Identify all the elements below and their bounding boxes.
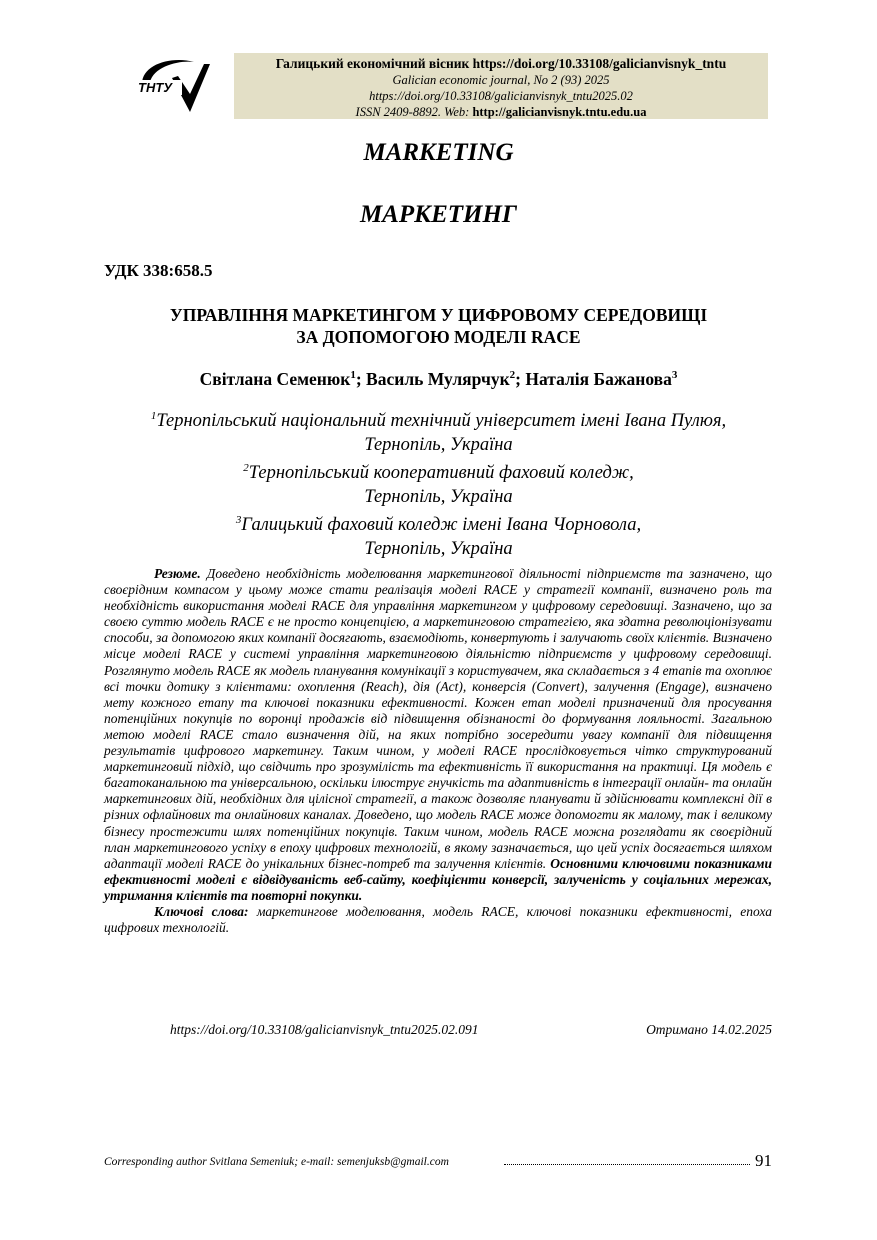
- author-name: Світлана Семенюк: [199, 369, 351, 389]
- page-number: 91: [755, 1151, 772, 1170]
- abstract-bold-text: Основними ключовими показниками ефективності моделі є відвідуваність веб-сайту, коефіцієнти конверсії, залученість у соціальних мережах, утримання клієнтів та повторні покупки.: [104, 855, 772, 903]
- logo-text: ТНТУ: [138, 80, 173, 95]
- keywords-text: маркетингове моделювання, модель RACE, ключові показники ефективності, епоха цифрових технологій.: [104, 903, 773, 936]
- article-title-line1: УПРАВЛІННЯ МАРКЕТИНГОМ У ЦИФРОВОМУ СЕРЕДОВИЩІ: [169, 305, 708, 325]
- page-footer: [104, 1153, 772, 1171]
- author-name: Наталія Бажанова: [525, 369, 672, 389]
- affiliation-city: Тернопіль, Україна: [364, 538, 513, 559]
- journal-web-link[interactable]: http://galicianvisnyk.tntu.edu.ua: [472, 105, 647, 119]
- author-sup: 3: [671, 369, 678, 382]
- journal-issue: Galician economic journal, No 2 (93) 2025: [392, 73, 610, 87]
- affiliation-2: [0, 457, 877, 486]
- abstract-paragraph: [104, 566, 772, 904]
- affiliation-3: [0, 509, 877, 538]
- keywords-paragraph: [104, 904, 772, 936]
- abstract: [104, 566, 772, 936]
- affiliation-institution: Галицький фаховий коледж імені Івана Чорновола,: [241, 515, 642, 536]
- abstract-label: Резюме.: [154, 566, 201, 581]
- journal-issn: [234, 104, 768, 120]
- affiliation-institution: Тернопільський національний технічний університет імені Івана Пулюя,: [156, 411, 727, 432]
- affiliation-city: Тернопіль, Україна: [364, 434, 513, 455]
- corresponding-author: Corresponding author Svitlana Semeniuk; e-mail: semenjuksb@gmail.com: [104, 1156, 449, 1168]
- keywords-label: Ключові слова:: [154, 903, 249, 919]
- tntu-logo: [132, 54, 210, 116]
- author-sup: 1: [350, 369, 356, 382]
- dot-leader: [504, 1164, 750, 1165]
- article-title: [0, 304, 877, 348]
- journal-issue-doi: https://doi.org/10.33108/galicianvisnyk_tntu2025.02: [369, 89, 633, 103]
- affiliation-sup: 1: [150, 410, 157, 422]
- author-sup: 2: [509, 369, 516, 382]
- received-date: Отримано 14.02.2025: [646, 1022, 772, 1037]
- authors: Світлана Семенюк$^1$; Василь Мулярчук$^2$; Наталія Бажанова$^3$: [199, 369, 678, 389]
- journal-title: Галицький економічний вісник https://doi.org/10.33108/galicianvisnyk_tntu: [275, 56, 727, 71]
- affiliations: [0, 405, 877, 561]
- issn-text: ISSN 2409-8892. Web:: [355, 105, 473, 119]
- affiliation-sup: 2: [243, 462, 249, 475]
- author-name: Василь Мулярчук: [366, 369, 510, 389]
- section-title-ua: МАРКЕТИНГ: [359, 201, 518, 228]
- affiliation-1: [0, 405, 877, 434]
- abstract-text: Доведено необхідність моделювання маркетингової діяльності підприємств та зазначено, що своєрідним компасом у цьому може стати реалізація моделі RACE у стратегії компанії, визначено роль та необхідність використання моделі RACE для управління маркетингом у цифровому середовищі. Зазначено, що за своєю суттю модель RACE є не просто концепцією, а маркетинговою стратегією, яка здатна революціонізувати способи, за допомогою яких компанії досягають, взаємодіють, конвертують і залучають своїх клієнтів. Визначено місце моделі RACE у системі управління маркетинговою діяльністю підприємств у цифровому середовищі. Розглянуто модель RACE як модель планування комунікації з користувачем, яка складається з 4 етапів та охоплює всі точки дотику з клієнтами: охоплення (Reach), дія (Act), конверсія (Convert), залучення (Engage), визначено мету кожного етапу та ключові показники ефективності. Кожен етап моделі призначений для просування потенційних покупців по воронці продажів від підвищення обізнаності до формування лояльності. Загальною метою моделі RACE стало визначення дій, на яких потрібно зосередити увагу компанії для підвищення результатів цифрового маркетингу. Таким чином, у моделі RACE прослідковується чітко структурований маркетинговий підхід, що свідчить про зрозумілість та ефективність її використання на практиці. Ця модель є багатоканальною та універсальною, оскільки ілюструє гнучкість та адаптивність в інтеграції онлайн- та онлайн маркетингових дій, необхідних для цілісної стратегії, а також дозволяє планувати й здійснювати комплексні дії в різних офлайнових та онлайнових каналах. Доведено, що модель RACE може допомогти як малому, так і великому бізнесу простежити шлях потенційних покупців. Таким чином, модель RACE можна розглядати як своєрідний план маркетингового успіху в епоху цифрових технологій, в якому зазначається, що цей успіх досягається шляхом адаптації моделі RACE до унікальних бізнес-потреб та залучення клієнтів.: [104, 566, 772, 871]
- affiliation-sup: 3: [235, 514, 242, 527]
- affiliation-institution: Тернопільський кооперативний фаховий коледж,: [248, 463, 634, 484]
- affiliation-city: Тернопіль, Україна: [364, 486, 513, 507]
- article-title-line2: ЗА ДОПОМОГОЮ МОДЕЛІ RACE: [296, 327, 581, 347]
- section-title-en: MARKETING: [363, 139, 514, 166]
- article-doi[interactable]: https://doi.org/10.33108/galicianvisnyk_tntu2025.02.091: [170, 1022, 479, 1037]
- journal-header: [234, 53, 768, 119]
- udk-code: УДК 338:658.5: [104, 261, 213, 280]
